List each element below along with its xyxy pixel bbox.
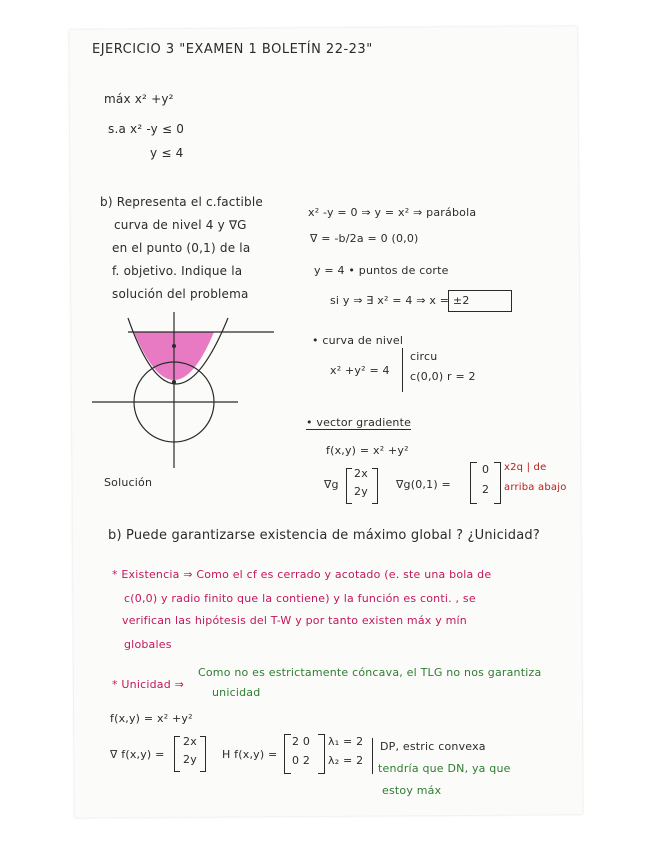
- hessian-row-2: 0 2: [292, 754, 311, 767]
- conclusion-3: estoy máx: [382, 784, 442, 797]
- feasible-region-sketch: [88, 310, 288, 470]
- grad-g-top: 2x: [354, 467, 368, 480]
- hessian-bracket-right: [318, 734, 325, 774]
- hessian-label: H f(x,y) =: [222, 748, 278, 761]
- existence-line-4: globales: [124, 638, 172, 651]
- uniqueness-line-1: Como no es estrictamente cóncava, el TLG no nos garantiza: [198, 666, 542, 679]
- cut-eq: si y ⇒ ∃ x² = 4 ⇒ x = ±2: [330, 294, 470, 307]
- grad-at-bottom: 2: [482, 483, 490, 496]
- constraint-2: y ≤ 4: [150, 146, 184, 160]
- gradient-bottom: 2y: [183, 753, 197, 766]
- existence-line-2: c(0,0) y radio finito que la contiene) y la función es conti. , se: [124, 592, 476, 605]
- uniqueness-line-2: unicidad: [212, 686, 261, 699]
- parabola-eq: x² -y = 0 ⇒ y = x² ⇒ parábola: [308, 206, 477, 219]
- part-b-line-5: solución del problema: [112, 287, 249, 301]
- conclusion-2: tendría que DN, ya que: [378, 762, 511, 775]
- gradient-bracket-right: [200, 736, 206, 772]
- part-b-line-3: en el punto (0,1) de la: [112, 241, 251, 255]
- existence-line-1: * Existencia ⇒ Como el cf es cerrado y acotado (e. ste una bola de: [112, 568, 492, 581]
- grad-point: [172, 380, 176, 384]
- grad-note-2: arriba abajo: [504, 482, 567, 493]
- gradient-bracket-left: [174, 736, 180, 772]
- existence-line-3: verifican las hipótesis del T-W y por tanto existen máx y mín: [122, 614, 467, 627]
- conclusion-brace: [372, 738, 373, 774]
- level-curve-label: • curva de nivel: [312, 334, 404, 347]
- cut-label: y = 4 • puntos de corte: [314, 264, 449, 277]
- grad-g-bracket-left: [346, 468, 352, 504]
- hessian-row-1: 2 0: [292, 735, 311, 748]
- part-b2-question: b) Puede garantizarse existencia de máximo global ? ¿Unicidad?: [108, 528, 540, 543]
- page-title: EJERCICIO 3 "EXAMEN 1 BOLETÍN 22-23": [92, 42, 373, 57]
- grad-at-bracket-right: [494, 462, 501, 504]
- cut-result-box: [448, 290, 512, 312]
- part-b-line-4: f. objetivo. Indique la: [112, 264, 243, 278]
- f-definition: f(x,y) = x² +y²: [326, 444, 409, 457]
- grad-at-bracket-left: [470, 462, 477, 504]
- solution-label: Solución: [104, 476, 153, 489]
- grad-at-top: 0: [482, 463, 490, 476]
- eigenvalue-2: λ₂ = 2: [328, 754, 364, 767]
- vertex-eq: ∇ = -b/2a = 0 (0,0): [310, 232, 419, 245]
- f-def-2: f(x,y) = x² +y²: [110, 712, 193, 725]
- circle-desc-2: c(0,0) r = 2: [410, 370, 476, 383]
- grad-vector-label: • vector gradiente: [306, 416, 412, 429]
- circle-eq: x² +y² = 4: [330, 364, 390, 377]
- uniqueness-label: * Unicidad ⇒: [112, 678, 184, 691]
- hessian-bracket-left: [284, 734, 291, 774]
- grad-g-label: ∇g: [324, 478, 339, 491]
- eigenvalue-1: λ₁ = 2: [328, 735, 364, 748]
- conclusion-1: DP, estric convexa: [380, 740, 486, 753]
- grad-g-bracket-right: [372, 468, 378, 504]
- grad-at-point-label: ∇g(0,1) =: [396, 478, 451, 491]
- sol-point: [172, 344, 176, 348]
- part-b-line-2: curva de nivel 4 y ∇G: [114, 218, 247, 232]
- constraint-1: s.a x² -y ≤ 0: [108, 122, 185, 136]
- grad-g-bottom: 2y: [354, 485, 368, 498]
- gradient-label: ∇ f(x,y) =: [110, 748, 165, 761]
- circle-brace: [402, 348, 403, 392]
- gradient-top: 2x: [183, 735, 197, 748]
- objective: máx x² +y²: [104, 92, 174, 106]
- part-b-line-1: b) Representa el c.factible: [100, 195, 263, 209]
- grad-note-1: x2q | de: [504, 462, 547, 473]
- circle-desc-1: circu: [410, 350, 438, 363]
